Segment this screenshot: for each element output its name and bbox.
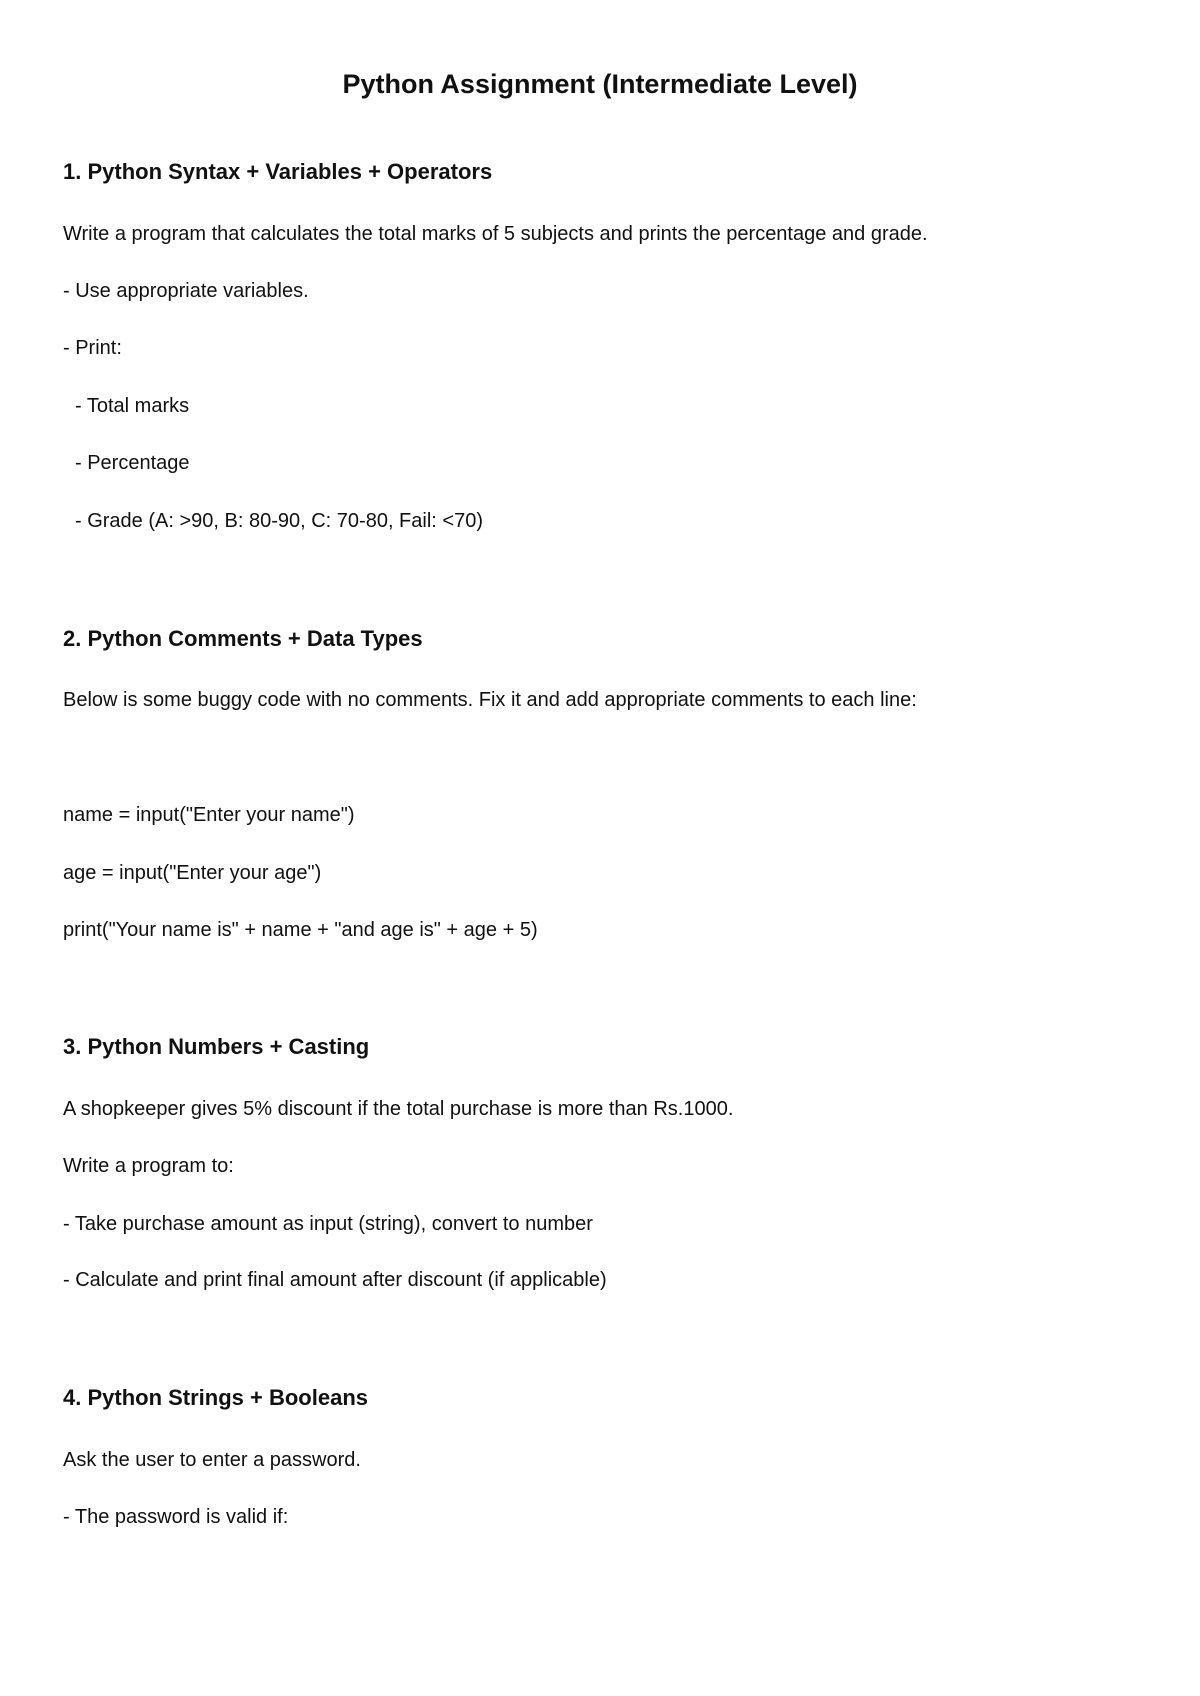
section-1-bullet-print: - Print:	[63, 337, 122, 359]
code-line-3: print("Your name is" + name + "and age is" + age + 5)	[63, 919, 538, 941]
section-3-task: Write a program to:	[63, 1155, 234, 1177]
section-4-intro: Ask the user to enter a password.	[63, 1449, 361, 1471]
section-3-bullet-calc: - Calculate and print final amount after discount (if applicable)	[63, 1269, 607, 1291]
section-1-bullet-variables: - Use appropriate variables.	[63, 280, 309, 302]
section-3-intro: A shopkeeper gives 5% discount if the total purchase is more than Rs.1000.	[63, 1098, 734, 1120]
section-1-intro: Write a program that calculates the total marks of 5 subjects and prints the percentage and grade.	[63, 223, 928, 245]
section-1-sub-total: - Total marks	[75, 395, 190, 417]
section-1-sub-grade: - Grade (A: >90, B: 80-90, C: 70-80, Fail: <70)	[75, 510, 483, 532]
section-2-intro: Below is some buggy code with no comments. Fix it and add appropriate comments to each line:	[63, 689, 917, 711]
section-1-heading: 1. Python Syntax + Variables + Operators	[63, 159, 493, 184]
section-3-heading: 3. Python Numbers + Casting	[63, 1034, 370, 1059]
section-2-heading: 2. Python Comments + Data Types	[63, 626, 423, 651]
document-title: Python Assignment (Intermediate Level)	[342, 69, 858, 99]
code-line-2: age = input("Enter your age")	[63, 862, 322, 884]
section-1-sub-percentage: - Percentage	[75, 452, 190, 474]
section-4-heading: 4. Python Strings + Booleans	[63, 1385, 369, 1410]
section-4-bullet-valid: - The password is valid if:	[63, 1506, 289, 1528]
code-line-1: name = input("Enter your name")	[63, 804, 355, 826]
section-3-bullet-input: - Take purchase amount as input (string), convert to number	[63, 1213, 593, 1235]
